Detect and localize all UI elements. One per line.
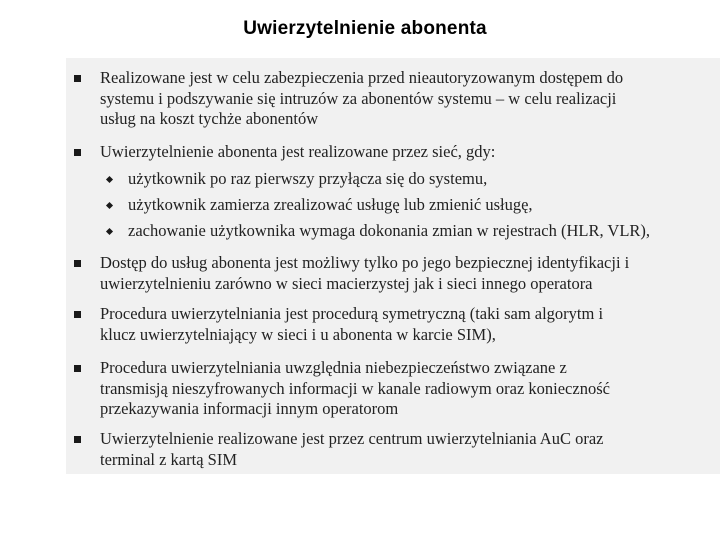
bullet-text-line: Uwierzytelnienie realizowane jest przez centrum uwierzytelniania AuC oraz [100,429,604,448]
square-bullet-icon [74,311,81,318]
bullet-text-line: przekazywania informacji innym operatorom [100,399,399,418]
bullet-item [100,304,712,345]
bullet-text-line: Procedura uwierzytelniania jest procedurą symetryczną (taki sam algorytm i [100,304,604,323]
bullet-text-line: transmisją nieszyfrowanych informacji w kanale radiowym oraz konieczność [100,378,610,398]
bullet-text-line: systemu i podszywanie się intruzów za abonentów systemu – w celu realizacji [100,88,617,108]
bullet-item [100,142,712,163]
bullet-text-line: terminal z kartą SIM [100,449,237,469]
square-bullet-icon [74,149,81,156]
page-title: Uwierzytelnienie abonenta [243,18,487,39]
bullet-item [100,358,712,420]
diamond-bullet-icon [106,176,113,183]
bullet-text-line: usług na koszt tychże abonentów [100,109,319,128]
diamond-bullet-icon [106,202,113,209]
bullet-text-line: Procedura uwierzytelniania uwzględnia niebezpieczeństwo związane z [100,358,567,377]
bullet-text-line: Uwierzytelnienie abonenta jest realizowane przez sieć, gdy: [100,142,496,161]
sub-bullet-text: użytkownik po raz pierwszy przyłącza się do systemu, [128,169,488,188]
square-bullet-icon [74,365,81,372]
sub-bullet-item [128,169,718,190]
sub-bullet-text: użytkownik zamierza zrealizować usługę lub zmienić usługę, [128,195,533,214]
diamond-bullet-icon [106,228,113,235]
square-bullet-icon [74,436,81,443]
bullet-item [100,429,712,470]
bullet-text-line: Realizowane jest w celu zabezpieczenia przed nieautoryzowanym dostępem do [100,68,624,87]
bullet-text-line: Dostęp do usług abonenta jest możliwy tylko po jego bezpiecznej identyfikacji i [100,253,630,272]
bullet-text-line: klucz uwierzytelniający w sieci i u abonenta w karcie SIM), [100,324,496,344]
bullet-item [100,68,712,130]
scanned-text-block [66,58,720,474]
square-bullet-icon [74,260,81,267]
bullet-text-line: uwierzytelnieniu zarówno w sieci macierzystej jak i sieci innego operatora [100,273,593,293]
sub-bullet-item [128,221,718,242]
sub-bullet-item [128,195,718,216]
square-bullet-icon [74,75,81,82]
bullet-item [100,253,712,294]
sub-bullet-text: zachowanie użytkownika wymaga dokonania zmian w rejestrach (HLR, VLR), [128,221,651,240]
